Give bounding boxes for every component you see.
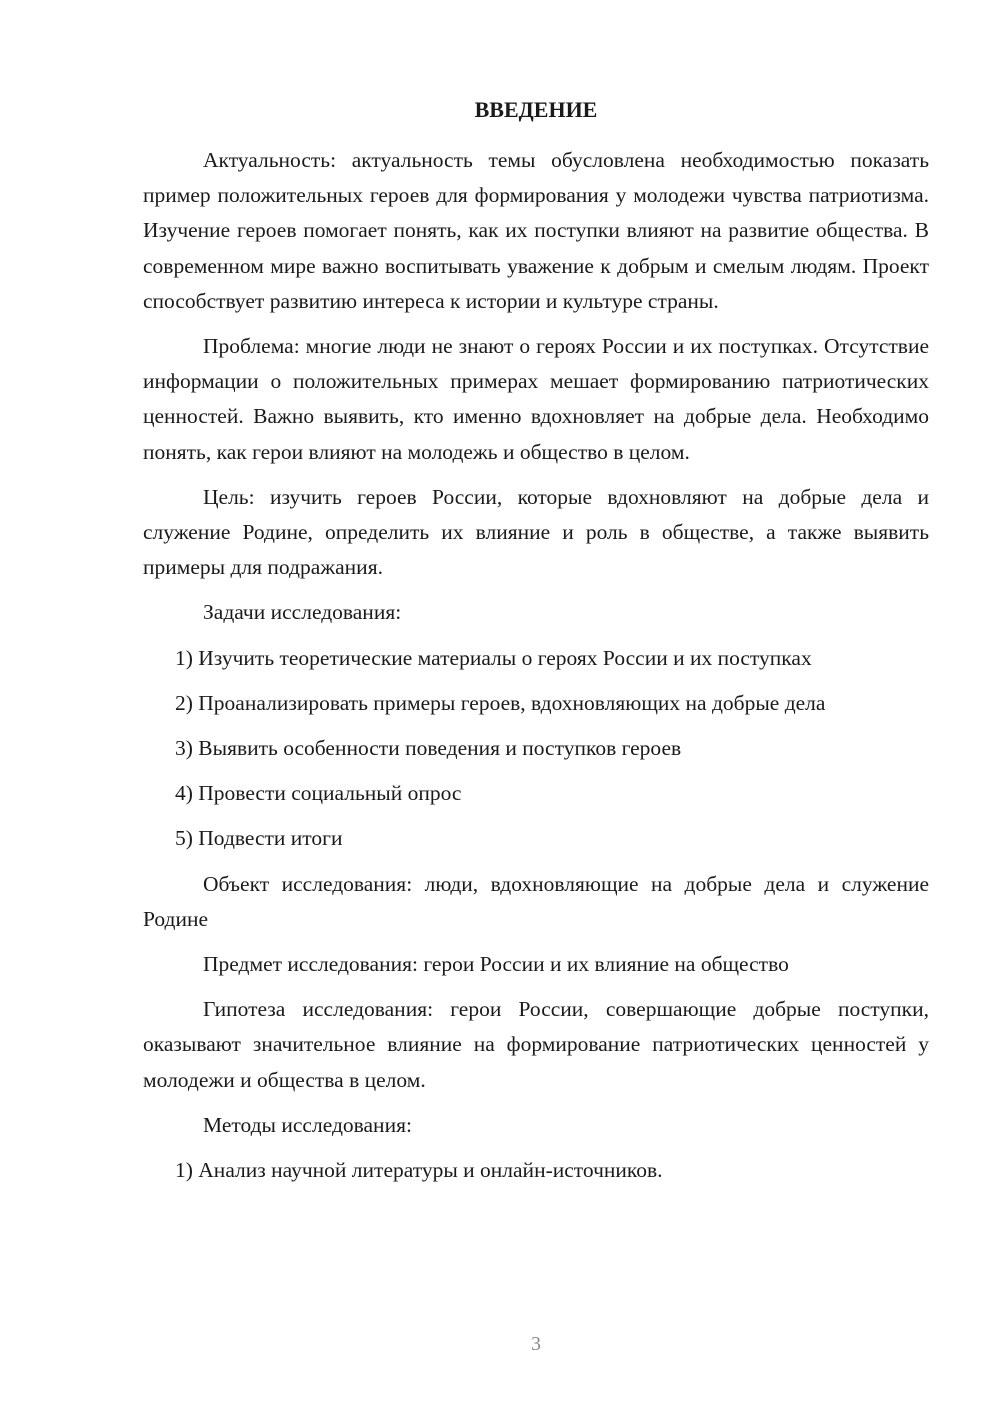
task-item: 1) Изучить теоретические материалы о героях России и их поступках (175, 645, 812, 670)
task-item: 4) Провести социальный опрос (175, 781, 462, 806)
document-body (143, 143, 929, 1198)
task-item: 2) Проанализировать примеры героев, вдохновляющих на добрые дела (175, 690, 826, 715)
tasks-heading: Задачи исследования: (203, 600, 402, 625)
goal-paragraph: Цель: изучить героев России, которые вдохновляют на добрые дела и служение Родине, определить их влияние и роль в обществе, а также выявить примеры для подражания. (143, 484, 929, 580)
methods-heading: Методы исследования: (203, 1112, 412, 1137)
hypothesis-paragraph: Гипотеза исследования: герои России, совершающие добрые поступки, оказывают значительное влияние на формирование патриотических ценностей у молодежи и общества в целом. (143, 997, 929, 1092)
relevance-paragraph: Актуальность: актуальность темы обусловлена необходимостью показать пример положительных героев для формирования у молодежи чувства патриотизма. Изучение героев помогает понять, как их поступки влияют на развитие общества. В современном мире важно воспитывать уважение к добрым и смелым людям. Проект способствует развитию интереса к истории и культуре страны. (143, 148, 929, 313)
document-page (143, 0, 929, 1414)
page-title: ВВЕДЕНИЕ (474, 97, 598, 122)
task-item: 5) Подвести итоги (175, 826, 343, 851)
page-number: 3 (531, 1333, 541, 1355)
task-item: 3) Выявить особенности поведения и поступков героев (175, 736, 682, 761)
method-item: 1) Анализ научной литературы и онлайн-источников. (175, 1158, 663, 1183)
subject-paragraph: Предмет исследования: герои России и их влияние на общество (203, 952, 789, 977)
problem-paragraph: Проблема: многие люди не знают о героях России и их поступках. Отсутствие информации о положительных примерах мешает формированию патриотических ценностей. Важно выявить, кто именно вдохновляет на добрые дела. Необходимо понять, как герои влияют на молодежь и общество в целом. (143, 334, 929, 464)
object-paragraph: Объект исследования: люди, вдохновляющие на добрые дела и служение Родине (143, 871, 929, 931)
